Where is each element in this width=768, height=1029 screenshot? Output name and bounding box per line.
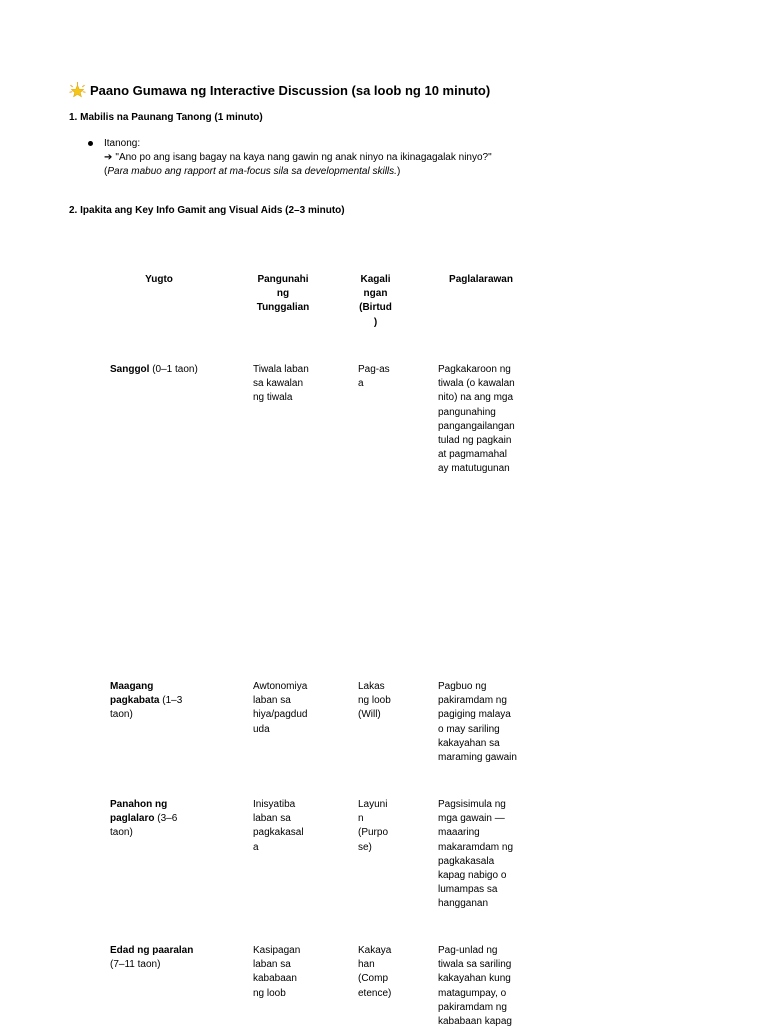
note-line: (Para mabuo ang rapport at ma-focus sila sa developmental skills.)	[104, 165, 492, 179]
table-row-4-description: Pag-unlad ng tiwala sa sariling kakayahan kung matagumpay, o pakiramdam ng kababaan kapag	[438, 944, 512, 1029]
header-stage: Yugto	[109, 273, 209, 287]
table-row-1-conflict: Tiwala laban sa kawalan ng tiwala	[253, 363, 309, 406]
table-row-4-virtue: Kakaya han (Comp etence)	[358, 944, 391, 1001]
question-text: "Ano po ang isang bagay na kaya nang gawin ng anak ninyo na ikinagagalak ninyo?"	[115, 152, 491, 163]
glowing-star-icon	[69, 82, 86, 99]
table-row-3-virtue: Layuni n (Purpo se)	[358, 798, 388, 855]
question-line	[104, 151, 492, 165]
table-row-3-stage: Panahon ng paglalaro (3–6 taon)	[110, 798, 177, 841]
bullet-item	[104, 137, 492, 179]
table-row-2-stage: Maagang pagkabata (1–3 taon)	[110, 680, 182, 723]
header-virtue: Kagali ngan (Birtud )	[355, 273, 396, 330]
section-1-heading: 1. Mabilis na Paunang Tanong (1 minuto)	[69, 112, 263, 123]
section-2-heading: 2. Ipakita ang Key Info Gamit ang Visual Aids (2–3 minuto)	[69, 205, 345, 216]
table-row-2-conflict: Awtonomiya laban sa hiya/pagdud uda	[253, 680, 308, 737]
table-row-3-description: Pagsisimula ng mga gawain — maaaring makaramdam ng pagkakasala kapag nabigo o lumampas sa hangganan	[438, 798, 513, 912]
header-conflict: Pangunahi ng Tunggalian	[248, 273, 318, 316]
table-row-3-conflict: Inisyatiba laban sa pagkakasal a	[253, 798, 304, 855]
note-text: Para mabuo ang rapport at ma-focus sila sa developmental skills.	[107, 166, 397, 177]
bullet-label: Itanong:	[104, 137, 492, 151]
table-row-4-stage: Edad ng paaralan (7–11 taon)	[110, 944, 193, 972]
header-description: Paglalarawan	[437, 273, 525, 287]
table-row-2-description: Pagbuo ng pakiramdam ng pagiging malaya o may sariling kakayahan sa maraming gawain	[438, 680, 517, 765]
table-row-1-virtue: Pag-as a	[358, 363, 390, 391]
table-row-4-conflict: Kasipagan laban sa kababaan ng loob	[253, 944, 300, 1001]
table-row-1-stage: Sanggol (0–1 taon)	[110, 363, 198, 377]
arrow-right-icon: ➔	[104, 152, 112, 163]
bullet-dot-icon	[88, 141, 93, 146]
table-row-1-description: Pagkakaroon ng tiwala (o kawalan nito) na ang mga pangunahing pangangailangan tulad ng pagkain at pagmamahal ay matutugunan	[438, 363, 515, 477]
table-row-2-virtue: Lakas ng loob (Will)	[358, 680, 391, 723]
page-title	[69, 82, 490, 99]
title-text: Paano Gumawa ng Interactive Discussion (sa loob ng 10 minuto)	[90, 83, 490, 98]
